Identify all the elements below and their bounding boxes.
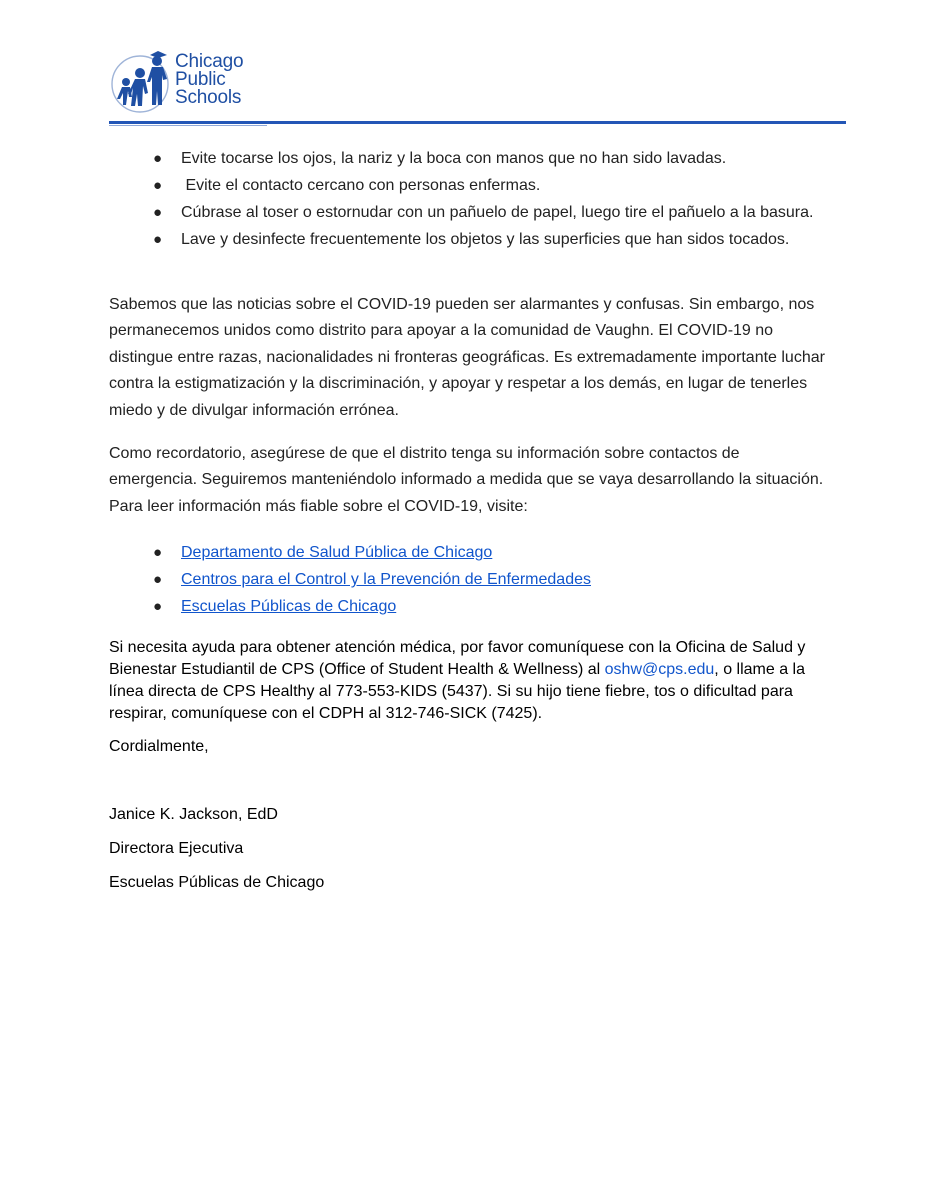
logo-wordmark [175,53,243,107]
contact-text-after: , o llame a la línea directa de CPS Healthy al 773-553-KIDS (5437). Si su hijo tiene fiebre, tos o dificultad para respirar, comuníquese con el CDPH al 312-746-SICK (7425). [109,661,806,722]
header-divider [109,121,846,124]
email-link[interactable]: oshw@cps.edu [604,661,715,679]
paragraph-covid-news: Sabemos que las noticias sobre el COVID-19 pueden ser alarmantes y confusas. Sin embargo, nos permanecemos unidos como distrito para apoyar a la comunidad de Vaughn. El COVID-19 no distingue entre razas, nacionalidades ni fronteras geográficas. Es extremadamente importante luchar contra la estigmatización y la discriminación, y apoyar y respetar a los demás, en lugar de tenerles miedo y de divulgar información errónea. [109,296,825,419]
list-item [109,175,829,202]
paragraph-reminder: Como recordatorio, asegúrese de que el distrito tenga su información sobre contactos de emergencia. Seguiremos manteniéndolo informado a medida que se vaya desarrollando la situación. Para leer información más fiable sobre el COVID-19, visite: [109,445,824,515]
paragraph-health-contact [109,637,829,724]
list-item-text: Lave y desinfecte frecuentemente los objetos y las superficies que han sidos tocados. [181,231,790,248]
logo-line-public: Public [175,69,226,90]
link-cdc[interactable]: Centros para el Control y la Prevención de Enfermedades [181,571,591,589]
header-divider-accent [109,125,267,126]
signature-name: Janice K. Jackson, EdD [109,806,278,824]
list-item [109,148,829,175]
list-item-text: Evite tocarse los ojos, la nariz y la boca con manos que no han sido lavadas. [181,150,727,167]
cps-logo [110,44,270,116]
prevention-list [109,148,829,256]
contact-text-before: Si necesita ayuda para obtener atención médica, por favor comuníquese con la Oficina de Salud y Bienestar Estudiantil de CPS (Office of Student Health & Wellness) al [109,639,806,679]
bullet-icon: ● [153,598,163,616]
bullet-icon: ● [153,544,163,562]
letter-body [109,148,829,894]
signature-org: Escuelas Públicas de Chicago [109,874,325,892]
bullet-icon: ● [153,231,163,248]
resource-links-list [109,542,829,623]
list-item-text: Cúbrase al toser o estornudar con un pañuelo de papel, luego tire el pañuelo a la basura. [181,204,814,221]
link-cdph[interactable]: Departamento de Salud Pública de Chicago [181,544,493,562]
list-item-text: Evite el contacto cercano con personas enfermas. [181,177,541,194]
list-item [109,569,829,596]
bullet-icon: ● [153,571,163,589]
closing: Cordialmente, [109,738,209,756]
list-item [109,542,829,569]
logo-line-schools: Schools [175,87,242,108]
list-item [109,229,829,256]
bullet-icon: ● [153,204,163,221]
link-cps[interactable]: Escuelas Públicas de Chicago [181,598,397,616]
bullet-icon: ● [153,177,163,194]
bullet-icon: ● [153,150,163,167]
list-item [109,202,829,229]
cps-logo-figures-icon [110,44,176,116]
list-item [109,596,829,623]
signature-title: Directora Ejecutiva [109,840,244,858]
logo-line-chicago: Chicago [175,51,244,72]
